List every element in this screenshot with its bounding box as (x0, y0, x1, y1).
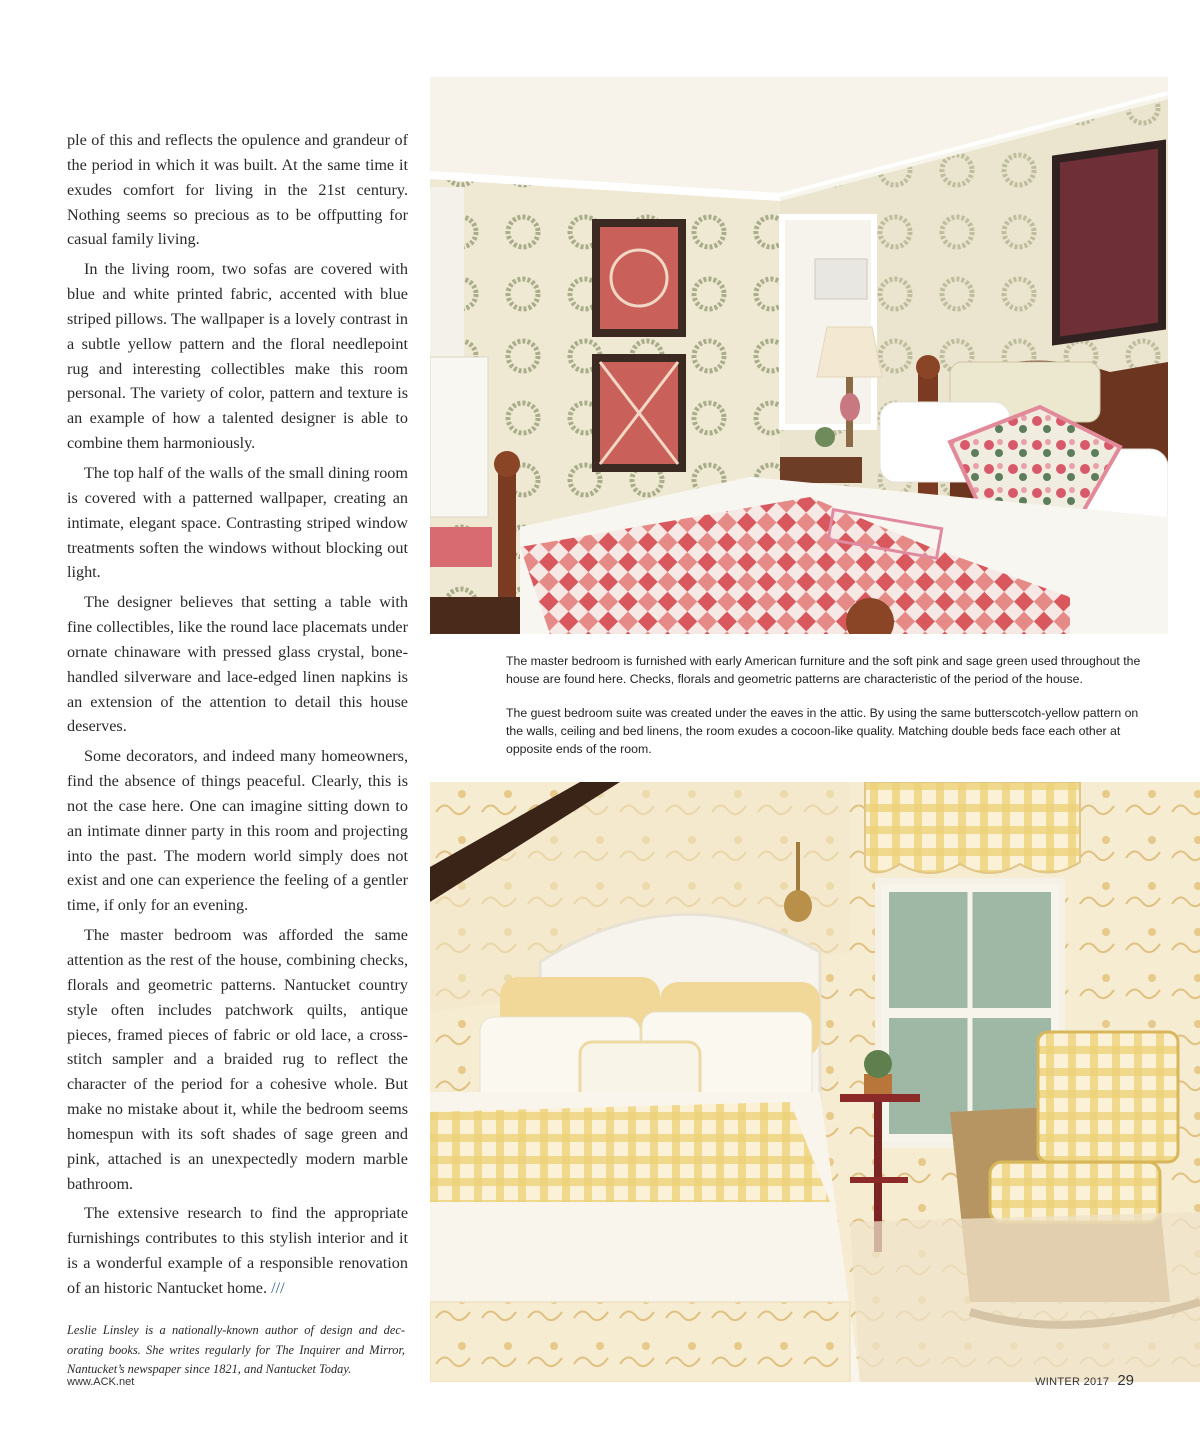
caption-master-bedroom: The master bedroom is furnished with early American furniture and the soft pink and sage green used throughout the house are found here. Checks, florals and geometric patterns are characteristic of the period of the house. (506, 654, 1141, 686)
footer-issue: WINTER 2017 (1035, 1376, 1110, 1388)
article-paragraph: ple of this and reflects the opulence and grandeur of the period in which it was built. At the same time it exudes comfort for living in the 21st century. Nothing seems so precious as to be offputting for casual family living. (67, 131, 408, 249)
article-body (67, 128, 408, 1306)
article-paragraph-text: The extensive research to find the appropriate furnishings contributes to this stylish interior and it is a wonderful example of a responsible renovation of an historic Nantucket home. (67, 1204, 408, 1297)
article-paragraph: The designer believes that setting a table with fine collectibles, like the round lace placemats under ornate chinaware with pressed glass crystal, bone-handled silverware and lace-edged linen napkins is an extension of the attention to detail this house deserves. (67, 593, 408, 736)
author-bio: Leslie Linsley is a nationally-known author of design and decorating books. She writes regularly for The Inquirer and Mirror, Nantucket’s newspaper since 1821, and Nantucket Today. (67, 1323, 405, 1377)
footer-website: www.ACK.net (67, 1376, 135, 1388)
article-paragraph: The master bedroom was afforded the same attention as the rest of the house, combining checks, florals and geometric patterns. Nantucket country style often includes patchwork quilts, antique pieces, framed pieces of fabric or old lace, a cross-stitch sampler and a braided rug to reflect the character of the period for a cohesive whole. But make no mistake about it, while the bedroom seems homespun with its soft shades of sage green and pink, attached is an unexpectedly modern marble bathroom. (67, 926, 408, 1193)
page-number: 29 (1117, 1372, 1134, 1389)
master-bedroom-illustration (430, 77, 1168, 634)
article-paragraph: In the living room, two sofas are covered with blue and white printed fabric, accented with blue striped pillows. The wallpaper is a lovely contrast in a subtle yellow pattern and the floral needlepoint rug and interesting collectibles make this room personal. The variety of color, pattern and texture is an example of how a talented designer is able to combine them harmoniously. (67, 260, 408, 453)
end-mark: /// (271, 1278, 285, 1297)
article-paragraph-last (67, 1201, 408, 1300)
article-paragraph: Some decorators, and indeed many homeowners, find the absence of things peaceful. Clearly, this is not the case here. One can imagine sitting down to an intimate dinner party in this room and projecting into the past. The modern world simply does not exist and one can experience the feeling of a gentler time, if only for an evening. (67, 747, 408, 915)
footer-issue-info (1035, 1372, 1134, 1389)
guest-bedroom-photo (430, 782, 1200, 1382)
master-bedroom-photo (430, 77, 1168, 634)
guest-bedroom-illustration (430, 782, 1200, 1382)
photo-captions (506, 652, 1146, 774)
article-paragraph: The top half of the walls of the small dining room is covered with a patterned wallpaper, creating an intimate, elegant space. Contrasting striped window treatments soften the windows without blocking out light. (67, 463, 408, 582)
caption-guest-bedroom: The guest bedroom suite was created under the eaves in the attic. By using the same butterscotch-yellow pattern on the walls, ceiling and bed linens, the room exudes a cocoon-like quality. Matching double beds face each other at opposite ends of the room. (506, 706, 1139, 756)
